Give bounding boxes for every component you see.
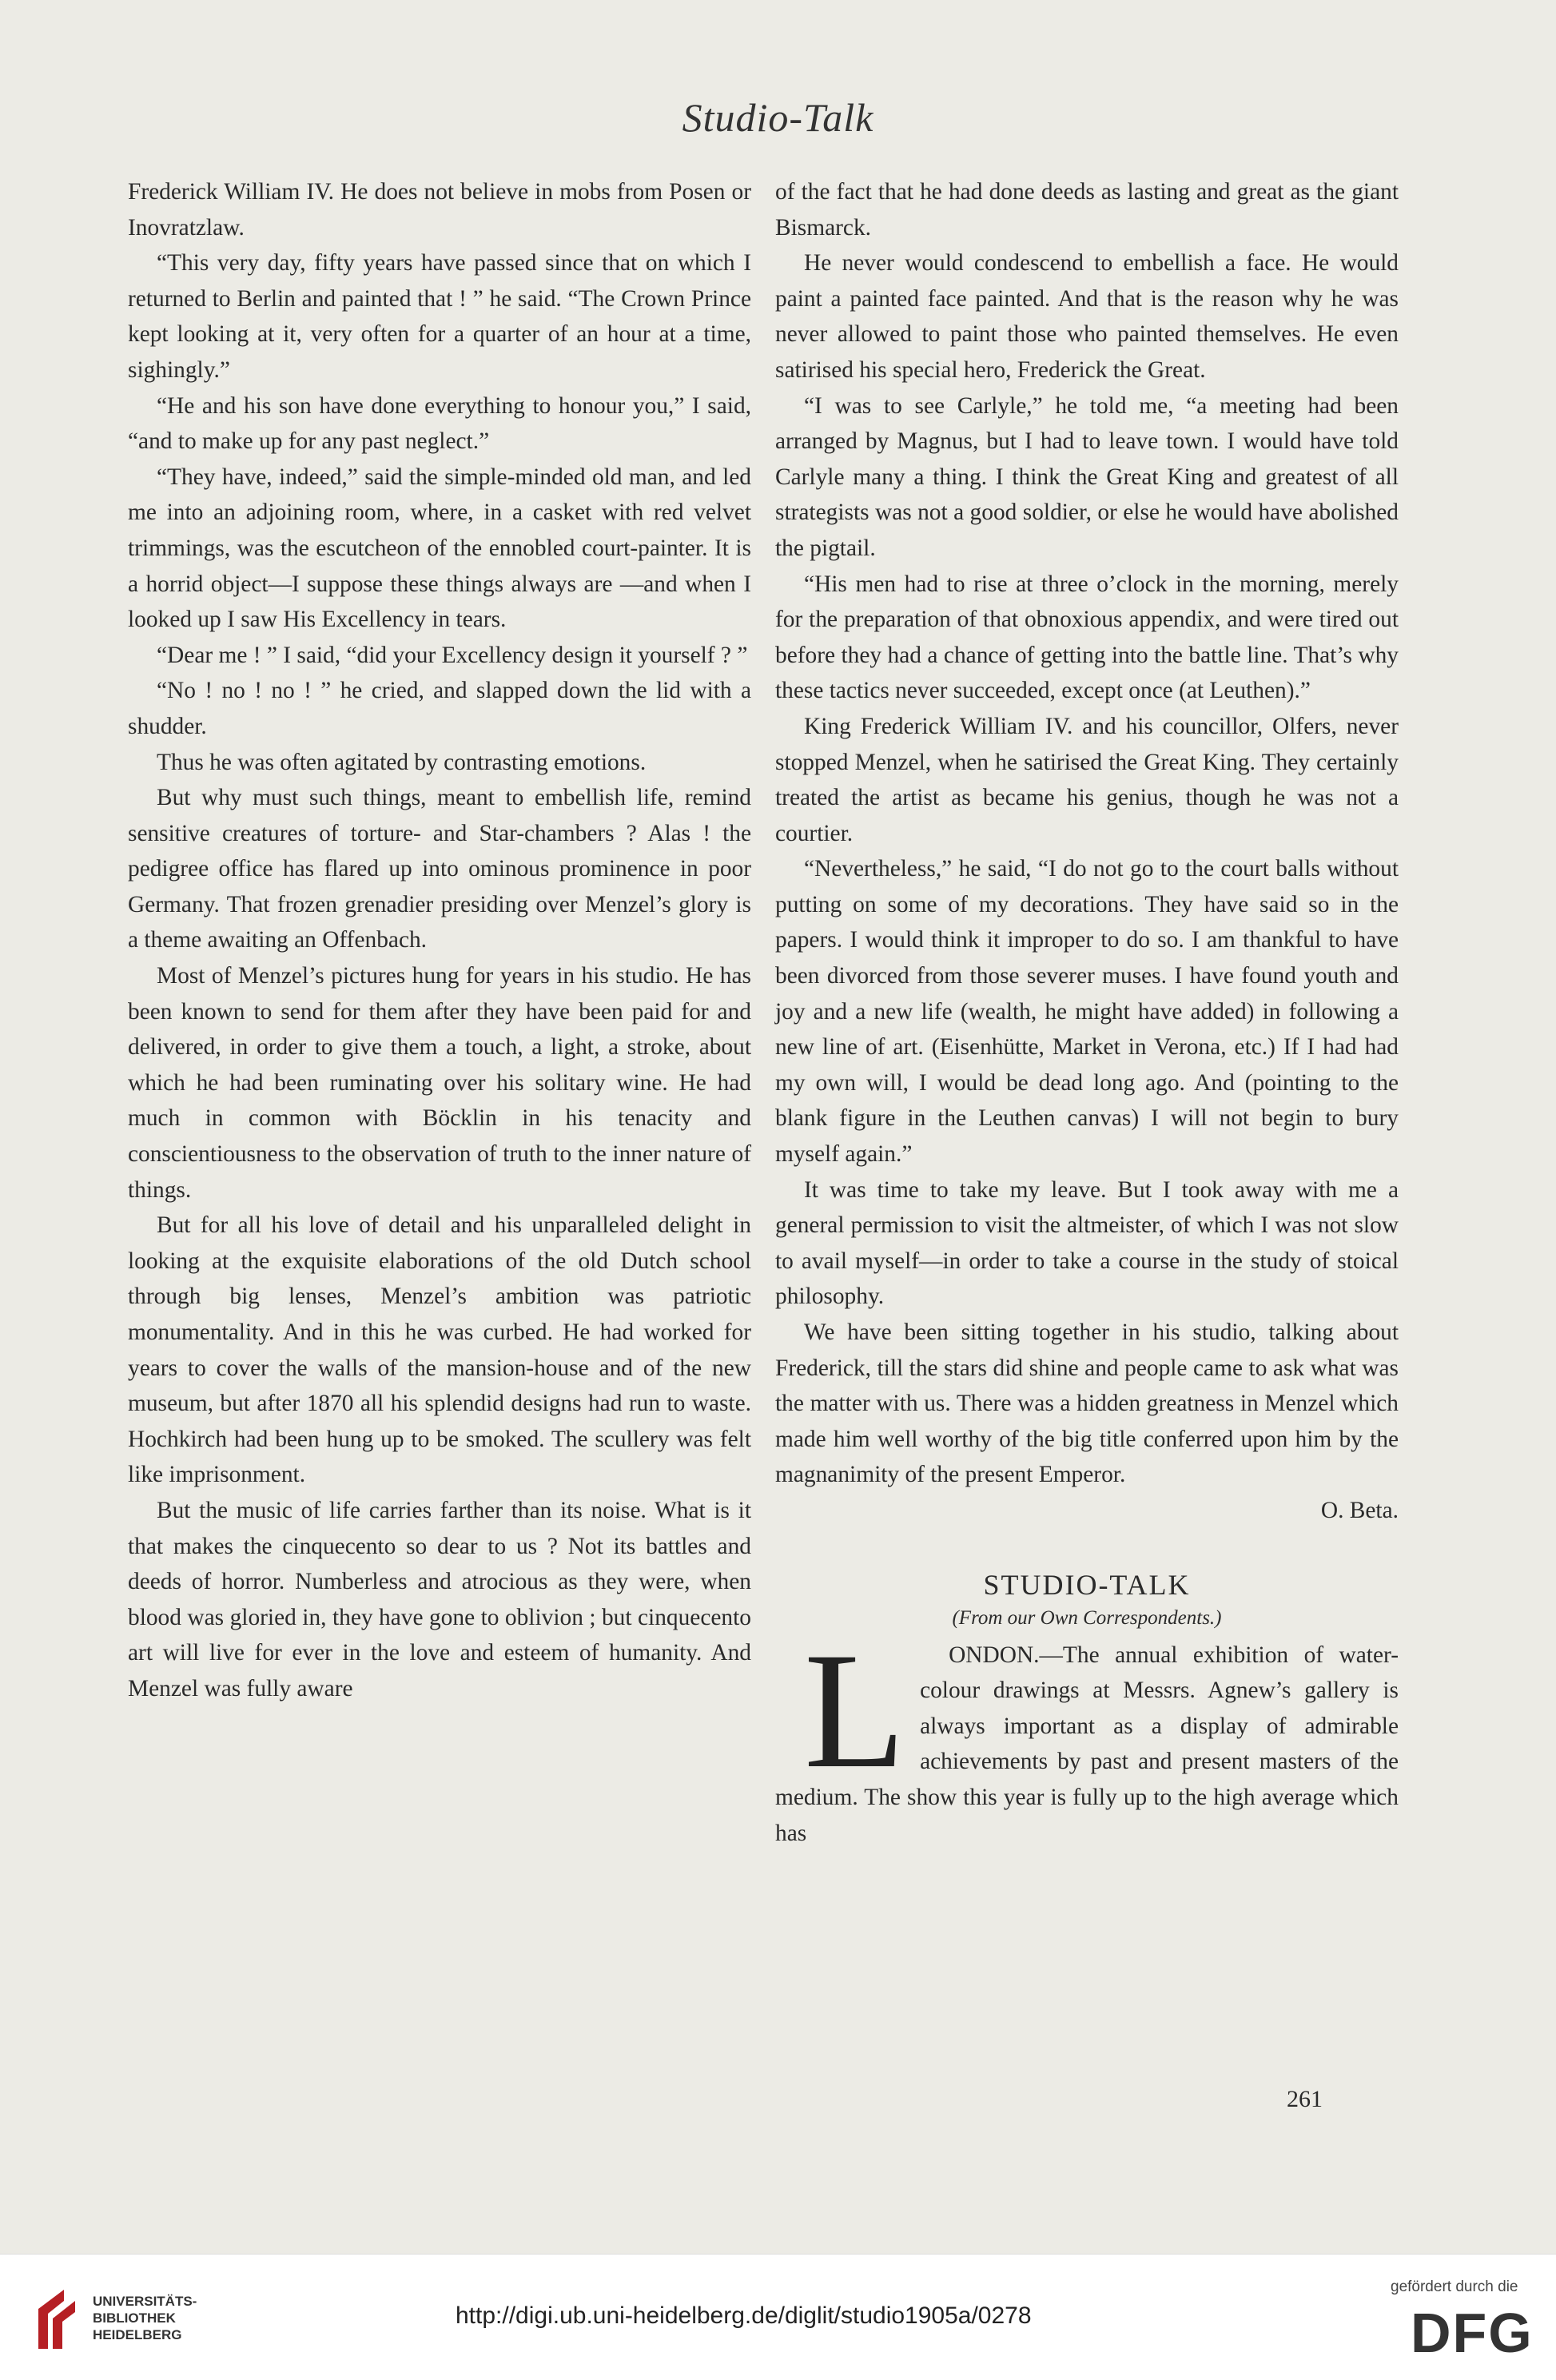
paragraph: Most of Menzel’s pictures hung for years in his studio. He has been known to send for them after they have been paid for and delivered, in order to give them a touch, a light, a stroke, about which he had been ruminating over his solitary wine. He had much in common with Böcklin in his tenacity and conscientiousness to the observation of truth to the inner nature of things. [128, 963, 751, 1203]
page-number: 261 [1287, 2086, 1323, 2112]
paragraph: “They have, indeed,” said the simple-minded old man, and led me into an adjoining room, where, in a casket with red velvet trimmings, was the escutcheon of the ennobled court-painter. It is a horrid object—I suppose these things always are —and when I looked up I saw His Excellency in tears. [128, 464, 751, 633]
paragraph: “No ! no ! no ! ” he cried, and slapped down the lid with a shudder. [128, 678, 751, 739]
library-name-line: UNIVERSITÄTS- [93, 2294, 197, 2309]
footer-bar [0, 2254, 1556, 2380]
paragraph: Thus he was often agitated by contrasting emotions. [157, 749, 647, 775]
paragraph: “Nevertheless,” he said, “I do not go to the court balls without putting on some of my decorations. They have said so in the papers. I would think it improper to do so. I am thankful to have been divorced from those severer muses. I have found youth and joy and a new life (wealth, he might have added) in following a new line of art. (Eisenhütte, Market in Verona, etc.) If I had had my own will, I would be dead long ago. And (pointing to the blank figure in the Leuthen canvas) I will not begin to bury myself again.” [775, 856, 1399, 1168]
paragraph: “His men had to rise at three o’clock in the morning, merely for the preparation of that obnoxious appendix, and were tired out before they had a chance of getting into the battle line. That’s why these tactics never succeeded, except once (at Leuthen).” [775, 571, 1399, 704]
paragraph: “I was to see Carlyle,” he told me, “a meeting had been arranged by Magnus, but I had to leave town. I would have told Carlyle many a thing. I think the Great King and greatest of all strategists was not a good soldier, or else he would have abolished the pigtail. [775, 392, 1399, 561]
paragraph: But the music of life carries farther than its noise. What is it that makes the cinquecento so dear to us ? Not its battles and deeds of horror. Numberless and atrocious as they were, when blood was gloried in, they have gone to oblivion ; but cinquecento art will live for ever in the love and esteem of humanity. And Menzel was fully aware [128, 1497, 751, 1701]
paragraph: But for all his love of detail and his unparalleled delight in looking at the exquisite elaborations of the old Dutch school through big lenses, Menzel’s ambition was patriotic monumentality. And in this he was curbed. He had worked for years to cover the walls of the mansion-house and of the new museum, but after 1870 all his splendid designs had run to waste. Hochkirch had been hung up to be smoked. The scullery was felt like imprisonment. [128, 1212, 751, 1488]
dfg-logo: DFG [1411, 2302, 1534, 2364]
section-text: ONDON.—The annual exhibition of water-colour drawings at Messrs. Agnew’s gallery is always important as a display of admirable achievements by past and present masters of the medium. The show this year is fully up to the high average which has [775, 1642, 1399, 1846]
section-title: STUDIO-TALK [983, 1568, 1191, 1601]
funding-label: gefördert durch die [1391, 2279, 1518, 2295]
author-signature: O. Beta. [1320, 1497, 1399, 1523]
paragraph: “Dear me ! ” I said, “did your Excellency design it yourself ? ” [157, 642, 748, 668]
paragraph: But why must such things, meant to embellish life, remind sensitive creatures of torture- and Star-chambers ? Alas ! the pedigree office has flared up into ominous prominence in poor Germany. That frozen grenadier presiding over Menzel’s glory is a theme awaiting an Offenbach. [128, 785, 751, 953]
source-url-link[interactable]: http://digi.ub.uni-heidelberg.de/diglit/studio1905a/0278 [456, 2302, 1032, 2329]
paragraph: “This very day, fifty years have passed since that on which I returned to Berlin and painted that ! ” he said. “The Crown Prince kept looking at it, very often for a quarter of an hour at a time, sighingly.” [128, 250, 751, 383]
section-subtitle: (From our Own Correspondents.) [952, 1606, 1222, 1629]
section-paragraph [775, 1618, 1399, 1852]
library-logo-icon [32, 2285, 82, 2352]
paragraph: We have been sitting together in his studio, talking about Frederick, till the stars did shine and people came to ask what was the matter with us. There was a hidden greatness in Menzel which made him well worthy of the big title conferred upon him by the magnanimity of the present Emperor. [775, 1319, 1399, 1488]
running-header: Studio-Talk [682, 95, 874, 140]
paragraph: of the fact that he had done deeds as lasting and great as the giant Bismarck. [775, 179, 1399, 241]
left-column [128, 174, 751, 1707]
paragraph: “He and his son have done everything to honour you,” I said, “and to make up for any past neglect.” [128, 392, 751, 455]
library-name-line: HEIDELBERG [93, 2327, 182, 2342]
paragraph: He never would condescend to embellish a face. He would paint a painted face painted. And that is the reason why he was never allowed to paint those who painted themselves. He even satirised his special hero, Frederick the Great. [775, 250, 1399, 383]
paragraph: King Frederick William IV. and his councillor, Olfers, never stopped Menzel, when he satirised the Great King. They certainly treated the artist as became his genius, though he was not a courtier. [775, 713, 1399, 846]
drop-cap: L [804, 1618, 906, 1802]
library-name [93, 2293, 197, 2343]
paragraph: Frederick William IV. He does not believe in mobs from Posen or Inovratzlaw. [128, 179, 751, 241]
paragraph: It was time to take my leave. But I took away with me a general permission to visit the altmeister, of which I was not slow to avail myself—in order to take a course in the study of stoical philosophy. [775, 1176, 1399, 1310]
library-name-line: BIBLIOTHEK [93, 2310, 176, 2326]
right-column [775, 174, 1399, 1851]
